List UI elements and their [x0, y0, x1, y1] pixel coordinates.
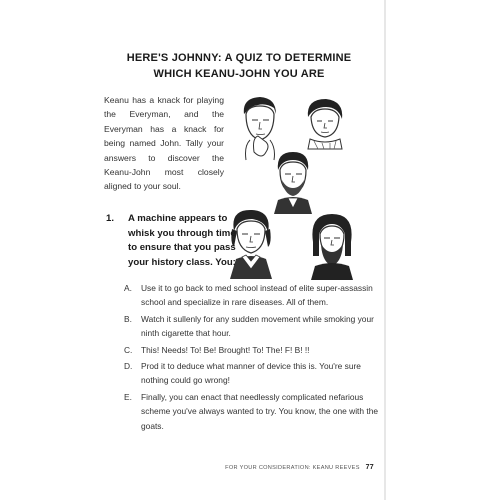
page-number: 77 [365, 464, 374, 471]
answer-option-a [124, 281, 379, 310]
answer-letter: E. [124, 391, 132, 402]
question-number: 1. [106, 213, 115, 224]
page-title [104, 50, 374, 82]
portrait-scarf-icon [300, 95, 348, 151]
intro-paragraph: Keanu has a knack for playing the Everyman, and the Everyman has a knack for being named John. Tally your answers to discover the Keanu-John most closely aligned to your soul. [104, 95, 224, 192]
answer-text: This! Needs! To! Be! Brought! To! The! F! B! !! [141, 344, 310, 355]
running-head: FOR YOUR CONSIDERATION: KEANU REEVES [225, 465, 360, 471]
page-edge-divider [384, 0, 386, 500]
title-line-2: WHICH KEANU-JOHN YOU ARE [153, 68, 325, 80]
portrait-long-hair-beard-icon [307, 212, 357, 280]
answer-letter: A. [124, 283, 132, 293]
answer-option-e [124, 390, 379, 433]
portrait-beard-suit-icon [270, 150, 316, 216]
answer-text: Prod it to deduce what manner of device this is. You're sure nothing could go wrong! [141, 361, 361, 386]
quiz-question [106, 212, 236, 270]
answer-text: Finally, you can enact that needlessly complicated nefarious scheme you've always wanted to try. You know, the one with the goats. [141, 391, 379, 431]
answer-list [124, 281, 379, 435]
answer-option-b [124, 312, 379, 341]
book-page [94, 0, 384, 500]
title-line-1: HERE'S JOHNNY: A QUIZ TO DETERMINE [126, 52, 352, 64]
answer-letter: B. [124, 313, 132, 324]
answer-letter: C. [124, 344, 133, 355]
answer-text: Use it to go back to med school instead of elite super-assassin school and specialize in rare diseases. All of them. [141, 283, 373, 308]
question-text: A machine appears to whisk you through time to ensure that you pass your history class. You: [128, 213, 236, 268]
answer-option-c [124, 343, 379, 357]
answer-option-d [124, 359, 379, 388]
page-footer [225, 464, 374, 471]
answer-letter: D. [124, 361, 133, 372]
answer-text: Watch it sullenly for any sudden movement while smoking your ninth cigarette that hour. [141, 313, 374, 339]
